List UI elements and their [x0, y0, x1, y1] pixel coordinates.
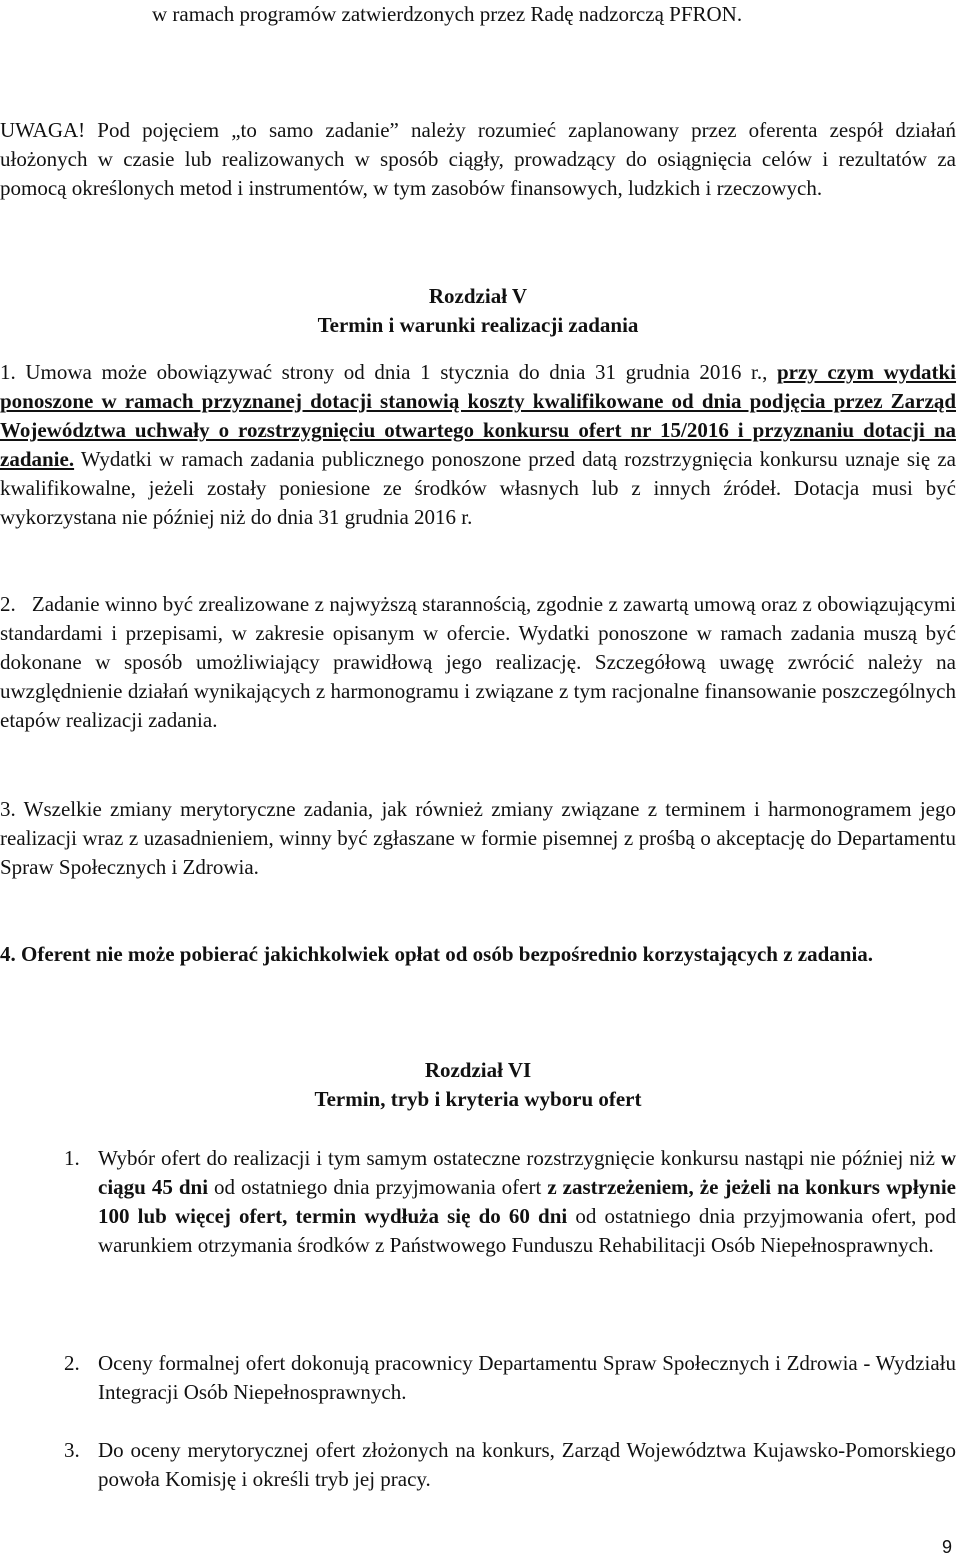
top-line	[152, 0, 952, 29]
item-text: Oceny formalnej ofert dokonują pracownicy Departamentu Spraw Społecznych i Zdrowia - Wydziału Integracji Osób Niepełnosprawnych.	[98, 1351, 956, 1404]
item-text: ,	[762, 360, 777, 384]
chapter6-heading	[0, 1056, 956, 1085]
chapter6-item-1	[64, 1144, 956, 1260]
item-text: Wszelkie zmiany merytoryczne zadania, jak również zmiany związane z terminem i harmonogramem jego realizacji wraz z uzasadnieniem, winny być zgłaszane w formie pisemnej z prośbą o akceptację do Departamentu Spraw Społecznych i Zdrowia.	[0, 797, 956, 879]
item-number: 1.	[0, 360, 16, 384]
chapter6-title	[0, 1085, 956, 1114]
item-text: Umowa może obowiązywać strony od dnia 1 stycznia do dnia 31 grudnia 2016 r.	[25, 360, 763, 384]
chapter5-title	[0, 311, 956, 340]
top-line-text: w ramach programów zatwierdzonych przez Radę nadzorczą PFRON.	[152, 2, 743, 26]
item-text: Wybór ofert do realizacji i tym samym ostateczne rozstrzygnięcie konkursu nastąpi nie później niż	[98, 1146, 941, 1170]
item-number: 3.	[0, 797, 16, 821]
item-text: Zadanie winno być zrealizowane z najwyższą starannością, zgodnie z zawartą umową oraz z obowiązującymi standardami i przepisami, w zakresie opisanym w ofercie. Wydatki ponoszone w ramach zadania muszą być dokonane w sposób umożliwiający prawidłową jego realizację. Szczegółową uwagę zwrócić należy na uwzględnienie działań wynikających z harmonogramu i związane z tym racjonalne finansowanie poszczególnych etapów realizacji zadania.	[0, 592, 957, 732]
item-emphasis: z zastrzeżeniem, że jeżeli na konkurs wpłynie 100 lub więcej ofert, termin wydłuża się do 60 dni	[98, 1175, 956, 1228]
uwaga-label: UWAGA!	[0, 118, 86, 142]
item-text: Wydatki w ramach zadania publicznego ponoszone przed datą rozstrzygnięcia konkursu uznaje się za kwalifikowalne, jeżeli zostały poniesione ze środków własnych lub z innych źródeł. Dotacja musi być wykorzystana nie później niż do dnia 31 grudnia 2016 r.	[0, 447, 956, 529]
chapter6-item-2	[64, 1349, 956, 1407]
uwaga-paragraph	[0, 116, 956, 203]
item-text: Oferent nie może pobierać jakichkolwiek opłat od osób bezpośrednio korzystających z zadania.	[21, 942, 874, 966]
item-number: 3.	[64, 1438, 80, 1462]
chapter5-item-1	[0, 358, 956, 532]
chapter5-item-3	[0, 795, 956, 882]
page-number: 9	[941, 1537, 952, 1557]
chapter5-item-4	[0, 940, 956, 969]
item-number: 1.	[64, 1146, 80, 1170]
item-text: od ostatniego dnia przyjmowania ofert	[208, 1175, 548, 1199]
chapter6-item-3	[64, 1436, 956, 1494]
chapter5-item-2	[0, 590, 956, 735]
item-text-block	[98, 1144, 956, 1260]
chapter6-heading-text: Rozdział VI	[424, 1058, 532, 1082]
uwaga-text: Pod pojęciem „to samo zadanie” należy rozumieć zaplanowany przez oferenta zespół działań ułożonych w czasie lub realizowanych w sposób ciągły, prowadzący do osiągnięcia celów i rezultatów za pomocą określonych metod i instrumentów, w tym zasobów finansowych, ludzkich i rzeczowych.	[0, 118, 956, 200]
item-number: 4.	[0, 942, 16, 966]
chapter5-title-text: Termin i warunki realizacji zadania	[317, 313, 639, 337]
item-text: od ostatniego dnia przyjmowania ofert, pod warunkiem otrzymania środków z Państwowego Funduszu Rehabilitacji Osób Niepełnosprawnych.	[98, 1204, 956, 1257]
item-emphasis: w ciągu 45 dni	[98, 1146, 956, 1199]
chapter5-heading	[0, 282, 956, 311]
item-number: 2.	[0, 592, 16, 616]
item-number: 2.	[64, 1351, 80, 1375]
item-emphasis: przy czym wydatki ponoszone w ramach przyznanej dotacji stanowią koszty kwalifikowane od dnia podjęcia przez Zarząd Województwa uchwały o rozstrzygnięciu otwartego konkursu ofert nr 15/2016 i przyznaniu dotacji na zadanie.	[0, 360, 957, 471]
chapter5-heading-text: Rozdział V	[428, 284, 528, 308]
item-text: Do oceny merytorycznej ofert złożonych na konkurs, Zarząd Województwa Kujawsko-Pomorskiego powoła Komisję i określi tryb jej pracy.	[98, 1438, 956, 1491]
chapter6-title-text: Termin, tryb i kryteria wyboru ofert	[314, 1087, 642, 1111]
